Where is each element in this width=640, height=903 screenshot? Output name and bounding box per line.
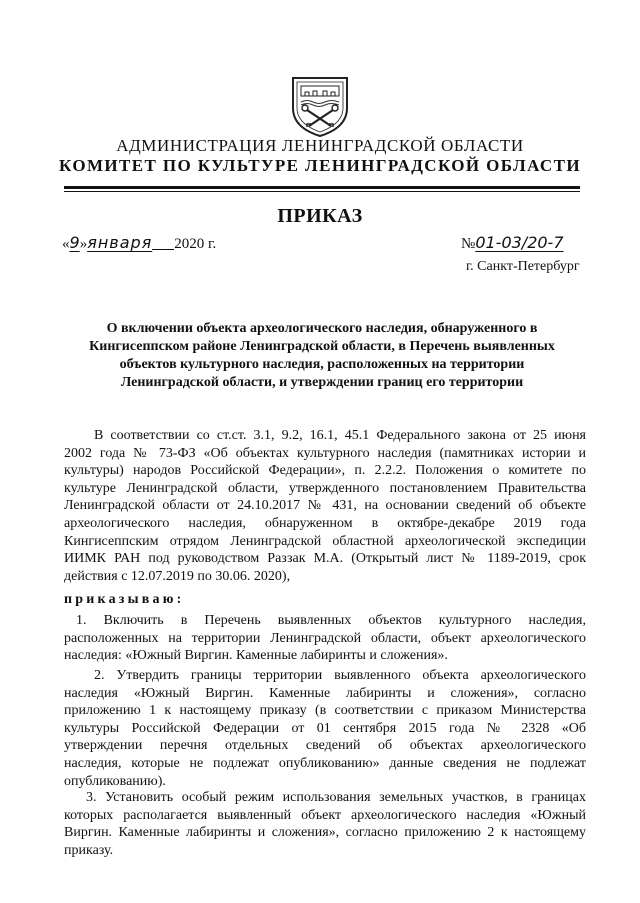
item-line: 2. Утвердить границы территории выявленного объекта археологического — [94, 668, 586, 683]
header-divider-thin — [64, 191, 580, 192]
order-word: приказываю: — [64, 592, 185, 607]
document-number — [461, 233, 564, 253]
item-line: 3. Установить особый режим использования земельных участков, в границах — [86, 790, 586, 805]
item-line: которых располагается выявленный объект археологического наследия «Южный — [64, 807, 586, 823]
heading-line: О включении объекта археологического наследия, обнаруженного в — [106, 321, 538, 336]
basis-line: археологического наследия, обнаруженном в октябре-декабре 2019 года — [64, 515, 586, 531]
basis-line: культуры) народов Российской Федерации», п. 2.2.2. Положения о комитете по — [64, 463, 586, 479]
date-day: 9 — [69, 233, 80, 252]
item-line: 1. Включить в Перечень выявленных объектов культурного наследия, — [76, 613, 586, 628]
number-prefix: № — [461, 236, 476, 252]
date-year: 2020 г. — [174, 236, 217, 252]
date-month: января — [87, 233, 153, 252]
date-close-quote: » — [79, 236, 88, 252]
item-line: наследия, которые не подлежат опубликованию» данные сведения не подлежат — [64, 755, 586, 771]
basis-line: 2002 года № 73-ФЗ «Об объектах культурного наследия (памятниках истории и — [64, 445, 586, 461]
item-line: наследия: «Южный Виргин. Каменные лабиринты и сложения». — [64, 648, 448, 664]
basis-line: В соответствии со ст.ст. 3.1, 9.2, 16.1, 45.1 Федерального закона от 25 июня — [94, 428, 586, 443]
basis-line: Кингисеппским отрядом Ленинградской областной археологической экспедиции — [64, 533, 586, 549]
item-line: опубликованию). — [64, 773, 166, 789]
date-open-quote: « — [62, 236, 70, 252]
item-line: Виргин. Каменные лабиринты и сложения», согласно приложению 2 к настоящему — [64, 825, 586, 841]
number-value: 01-03/20-7 — [475, 233, 564, 252]
heading-line: объектов культурного наследия, расположенных на территории — [119, 357, 525, 372]
order-item-3 — [64, 789, 586, 859]
order-heading — [64, 320, 580, 392]
heading-line: Ленинградской области, и утверждении границ его территории — [120, 375, 524, 390]
document-title: ПРИКАЗ — [277, 205, 363, 227]
coat-of-arms-emblem — [287, 74, 353, 138]
order-item-1 — [64, 612, 586, 665]
committee-name: КОМИТЕТ ПО КУЛЬТУРЕ ЛЕНИНГРАДСКОЙ ОБЛАСТИ — [59, 156, 581, 175]
item-line: расположенных на территории Ленинградской области, объект археологического — [64, 630, 586, 646]
heading-line: Кингисеппском районе Ленинградской области, в Перечень выявленных — [89, 339, 555, 354]
order-item-2 — [64, 667, 586, 790]
basis-line: действия с 12.07.2019 по 30.06. 2020), — [64, 568, 291, 584]
basis-paragraph — [64, 427, 586, 585]
header-divider-thick — [64, 186, 580, 189]
item-line: культуры Российской Федерации от 01 сентября 2015 года № 2328 «Об — [64, 720, 586, 736]
document-date — [62, 233, 216, 253]
item-line: приказу. — [64, 842, 114, 858]
document-city: г. Санкт-Петербург — [466, 259, 580, 274]
basis-line: культуре Ленинградской области, утвержденного постановлением Правительства — [64, 480, 586, 496]
basis-line: Ленинградской области от 24.10.2017 № 431, на основании сведений об объекте — [64, 498, 586, 514]
item-line: наследия «Южный Виргин. Каменные лабиринты и сложения», согласно — [64, 685, 586, 701]
basis-line: ИИМК РАН под руководством Раззак М.А. (Открытый лист № 1189-2019, срок — [64, 551, 586, 567]
organization-name: АДМИНИСТРАЦИЯ ЛЕНИНГРАДСКОЙ ОБЛАСТИ — [116, 136, 524, 155]
item-line: приложению 1 к настоящему приказу (в соответствии с приказом Министерства — [64, 703, 586, 719]
item-line: утверждении перечня отдельных сведений об объектах археологического — [64, 738, 586, 754]
